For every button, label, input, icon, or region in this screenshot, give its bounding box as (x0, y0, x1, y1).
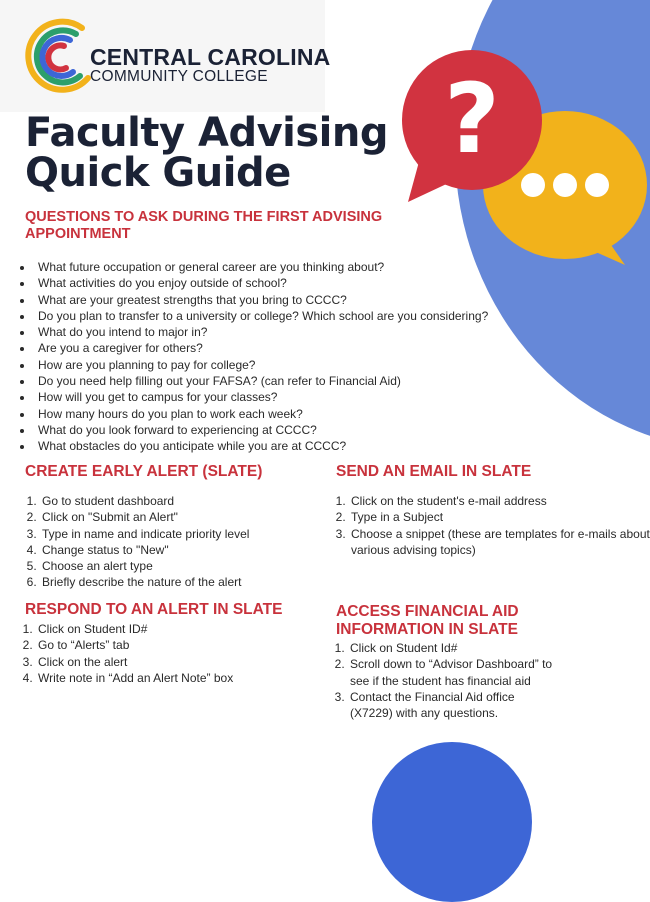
early-alert-steps (14, 493, 340, 591)
respond-heading: RESPOND TO AN ALERT IN SLATE (25, 601, 283, 618)
email-heading: SEND AN EMAIL IN SLATE (336, 463, 532, 480)
step-item: 3. Type in name and indicate priority level (40, 526, 340, 542)
logo-college-subtitle: COMMUNITY COLLEGE (90, 68, 268, 85)
question-item: • What future occupation or general career are you thinking about? (34, 259, 650, 275)
page-title-line-2: Quick Guide (25, 150, 291, 196)
step-item: 2. Type in a Subject (349, 509, 650, 525)
question-item: • Are you a caregiver for others? (34, 340, 650, 356)
step-item: 6. Briefly describe the nature of the alert (40, 574, 340, 590)
step-item: 2. Go to “Alerts” tab (36, 637, 336, 653)
college-logo-arcs-icon (20, 18, 96, 94)
step-item: 3. Click on the alert (36, 654, 336, 670)
email-steps (323, 493, 650, 558)
page-title-line-1: Faculty Advising (25, 110, 388, 156)
respond-steps (10, 621, 336, 686)
step-item: 3. Contact the Financial Aid office (X7229) with any questions. (348, 689, 558, 722)
question-item: • What obstacles do you anticipate while you are at CCCC? (34, 438, 650, 454)
step-item: 2. Scroll down to “Advisor Dashboard” to see if the student has financial aid (348, 656, 558, 689)
step-item: 5. Choose an alert type (40, 558, 340, 574)
question-item: • What do you intend to major in? (34, 324, 650, 340)
question-item: • How will you get to campus for your classes? (34, 389, 650, 405)
step-item: 4. Write note in “Add an Alert Note” box (36, 670, 336, 686)
question-item: • How many hours do you plan to work each week? (34, 406, 650, 422)
questions-list (16, 259, 650, 455)
step-item: 2. Click on "Submit an Alert" (40, 509, 340, 525)
logo-college-name: CENTRAL CAROLINA (90, 44, 331, 70)
question-item: • What do you look forward to experiencing at CCCC? (34, 422, 650, 438)
step-item: 4. Change status to "New" (40, 542, 340, 558)
question-item: • Do you need help filling out your FAFSA? (can refer to Financial Aid) (34, 373, 650, 389)
step-item: 1. Click on the student's e-mail address (349, 493, 650, 509)
step-item: 3. Choose a snippet (these are templates for e-mails about various advising topics) (349, 526, 650, 559)
question-item: • What are your greatest strengths that you bring to CCCC? (34, 292, 650, 308)
questions-heading: QUESTIONS TO ASK DURING THE FIRST ADVISING APPOINTMENT (25, 209, 383, 242)
step-item: 1. Click on Student Id# (348, 640, 558, 656)
question-item: • Do you plan to transfer to a university or college? Which school are you considering? (34, 308, 650, 324)
question-item: • What activities do you enjoy outside of school? (34, 275, 650, 291)
financial-aid-steps (322, 640, 558, 721)
svg-text:?: ? (444, 63, 500, 175)
step-item: 1. Go to student dashboard (40, 493, 340, 509)
decorative-bottom-circle (372, 742, 532, 902)
step-item: 1. Click on Student ID# (36, 621, 336, 637)
financial-aid-heading: ACCESS FINANCIAL AID INFORMATION IN SLATE (336, 603, 519, 638)
question-item: • How are you planning to pay for college? (34, 357, 650, 373)
early-alert-heading: CREATE EARLY ALERT (SLATE) (25, 463, 263, 480)
